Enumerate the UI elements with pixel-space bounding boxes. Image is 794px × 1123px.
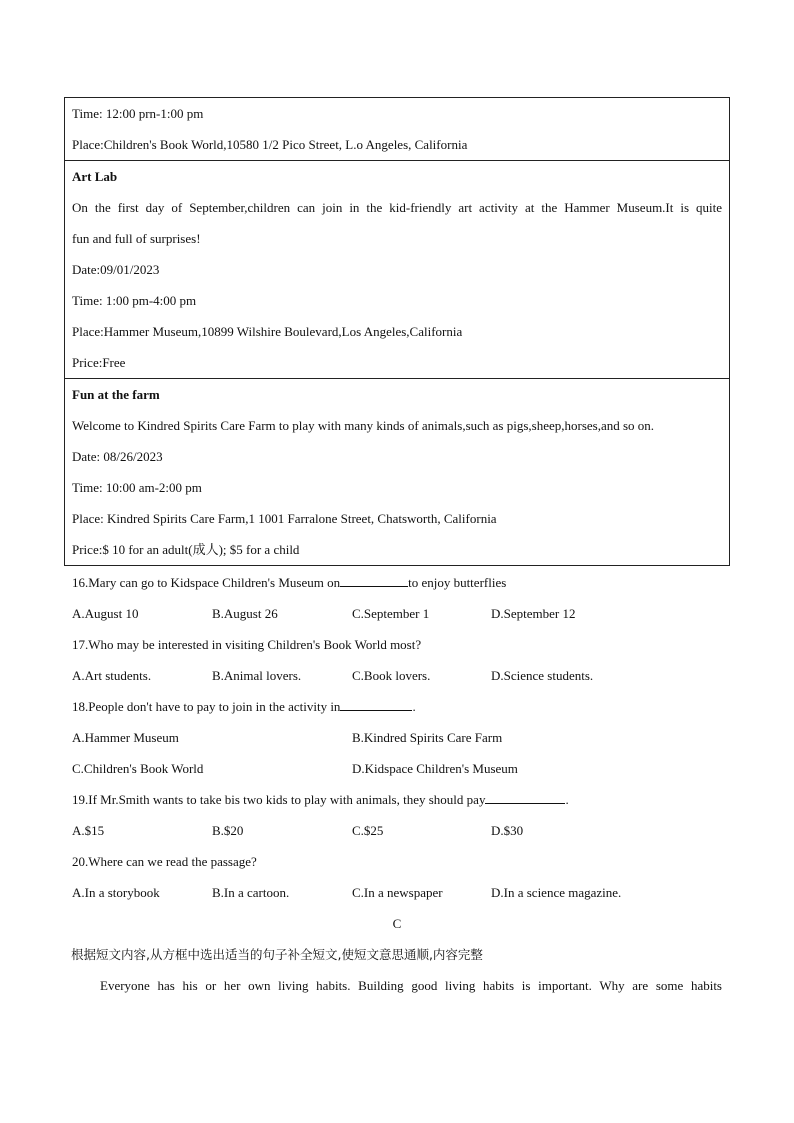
option-d: D.September 12	[491, 606, 576, 621]
option-d: D.In a science magazine.	[491, 885, 622, 900]
option-a: A.Art students.	[72, 668, 152, 683]
option-c: C.September 1	[352, 606, 430, 621]
option-c: C.$25	[352, 823, 384, 838]
option-d: D.Science students.	[491, 668, 594, 683]
price-text: Price:Free	[72, 355, 126, 370]
option-d: D.$30	[491, 823, 524, 838]
question-18	[72, 691, 722, 722]
description-text: fun and full of surprises!	[72, 231, 201, 246]
options-19	[72, 815, 722, 846]
question-17	[72, 629, 722, 660]
table-row-book-world	[65, 98, 729, 160]
passage-text: Everyone has his or her own living habits. Building good living habits is important. Why are some habits	[100, 978, 722, 993]
option-d: D.Kidspace Children's Museum	[352, 761, 518, 776]
option-c: C.Book lovers.	[352, 668, 431, 683]
table-row-farm	[65, 378, 729, 565]
option-a: A.August 10	[72, 606, 139, 621]
option-b: B.$20	[212, 823, 244, 838]
description-text: Welcome to Kindred Spirits Care Farm to play with many kinds of animals,such as pigs,sheep,horses,and so on.	[72, 418, 655, 433]
question-text: 18.People don't have to pay to join in the activity in	[72, 699, 341, 714]
place-text: Place:Hammer Museum,10899 Wilshire Boulevard,Los Angeles,California	[72, 324, 463, 339]
date-text: Date: 08/26/2023	[72, 449, 163, 464]
option-b: B.In a cartoon.	[212, 885, 290, 900]
option-a: A.Hammer Museum	[72, 730, 179, 745]
activity-title: Art Lab	[72, 169, 118, 184]
price-text: Price:$ 10 for an adult(成人); $5 for a child	[72, 542, 300, 557]
activities-table	[64, 97, 730, 566]
options-18-cd	[72, 753, 722, 784]
question-text: .	[565, 792, 569, 807]
option-b: B.Kindred Spirits Care Farm	[352, 730, 503, 745]
activity-title: Fun at the farm	[72, 387, 160, 402]
time-text: Time: 1:00 pm-4:00 pm	[72, 293, 197, 308]
answer-blank	[485, 791, 565, 804]
options-17	[72, 660, 722, 691]
section-label: C	[392, 916, 402, 931]
options-18-ab	[72, 722, 722, 753]
answer-blank	[340, 574, 408, 587]
question-text: .	[412, 699, 416, 714]
place-text: Place:Children's Book World,10580 1/2 Pico Street, L.o Angeles, California	[72, 137, 468, 152]
question-text: 16.Mary can go to Kidspace Children's Museum on	[72, 575, 341, 590]
question-19	[72, 784, 722, 815]
question-text: 17.Who may be interested in visiting Children's Book World most?	[72, 637, 422, 652]
question-text: 20.Where can we read the passage?	[72, 854, 257, 869]
options-16	[72, 598, 722, 629]
instruction-text: 根据短文内容,从方框中选出适当的句子补全短文,使短文意思通顺,内容完整	[71, 947, 483, 962]
question-20	[72, 846, 722, 877]
question-text: to enjoy butterflies	[408, 575, 507, 590]
option-c: C.In a newspaper	[352, 885, 443, 900]
option-a: A.In a storybook	[72, 885, 160, 900]
question-text: 19.If Mr.Smith wants to take bis two kids to play with animals, they should pay	[72, 792, 486, 807]
options-20	[72, 877, 722, 908]
option-c: C.Children's Book World	[72, 761, 204, 776]
description-text: On the first day of September,children can join in the kid-friendly art activity at the Hammer Museum.It is quite	[72, 200, 722, 215]
answer-blank	[340, 698, 412, 711]
option-a: A.$15	[72, 823, 105, 838]
time-text: Time: 10:00 am-2:00 pm	[72, 480, 202, 495]
date-text: Date:09/01/2023	[72, 262, 160, 277]
place-text: Place: Kindred Spirits Care Farm,1 1001 Farralone Street, Chatsworth, California	[72, 511, 497, 526]
option-b: B.August 26	[212, 606, 278, 621]
question-16	[72, 567, 722, 598]
questions	[72, 567, 722, 1001]
time-text: Time: 12:00 prn-1:00 pm	[72, 106, 204, 121]
table-row-art-lab	[65, 160, 729, 378]
option-b: B.Animal lovers.	[212, 668, 302, 683]
